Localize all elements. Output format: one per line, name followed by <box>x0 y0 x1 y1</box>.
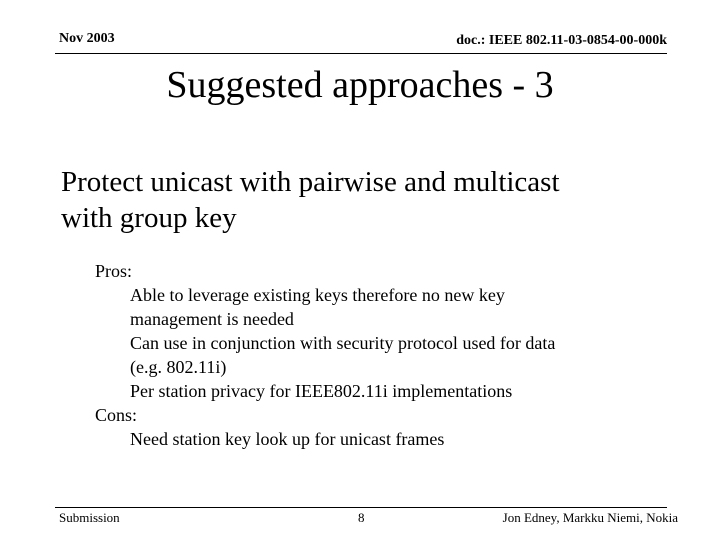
slide-title: Suggested approaches - 3 <box>166 64 554 106</box>
pros-line: management is needed <box>130 309 294 329</box>
footer-page-number: 8 <box>358 510 365 525</box>
lead-line: Protect unicast with pairwise and multicast <box>61 166 560 198</box>
pros-line: (e.g. 802.11i) <box>130 357 227 377</box>
pros-line: Can use in conjunction with security protocol used for data <box>130 333 556 353</box>
pros-cons-list <box>95 259 555 451</box>
lead-statement <box>61 164 560 236</box>
pros-line: Able to leverage existing keys therefore no new key <box>130 285 505 305</box>
footer-divider <box>55 507 667 508</box>
pros-line: Per station privacy for IEEE802.11i implementations <box>130 381 513 401</box>
cons-label: Cons: <box>95 405 138 425</box>
header-document-id: doc.: IEEE 802.11-03-0854-00-000k <box>456 33 667 48</box>
footer-submission: Submission <box>59 510 120 525</box>
header-divider <box>55 53 667 54</box>
lead-line: with group key <box>61 202 237 234</box>
header-date: Nov 2003 <box>59 31 115 46</box>
cons-line: Need station key look up for unicast frames <box>130 429 445 449</box>
pros-label: Pros: <box>95 261 133 281</box>
footer-authors: Jon Edney, Markku Niemi, Nokia <box>502 510 678 525</box>
